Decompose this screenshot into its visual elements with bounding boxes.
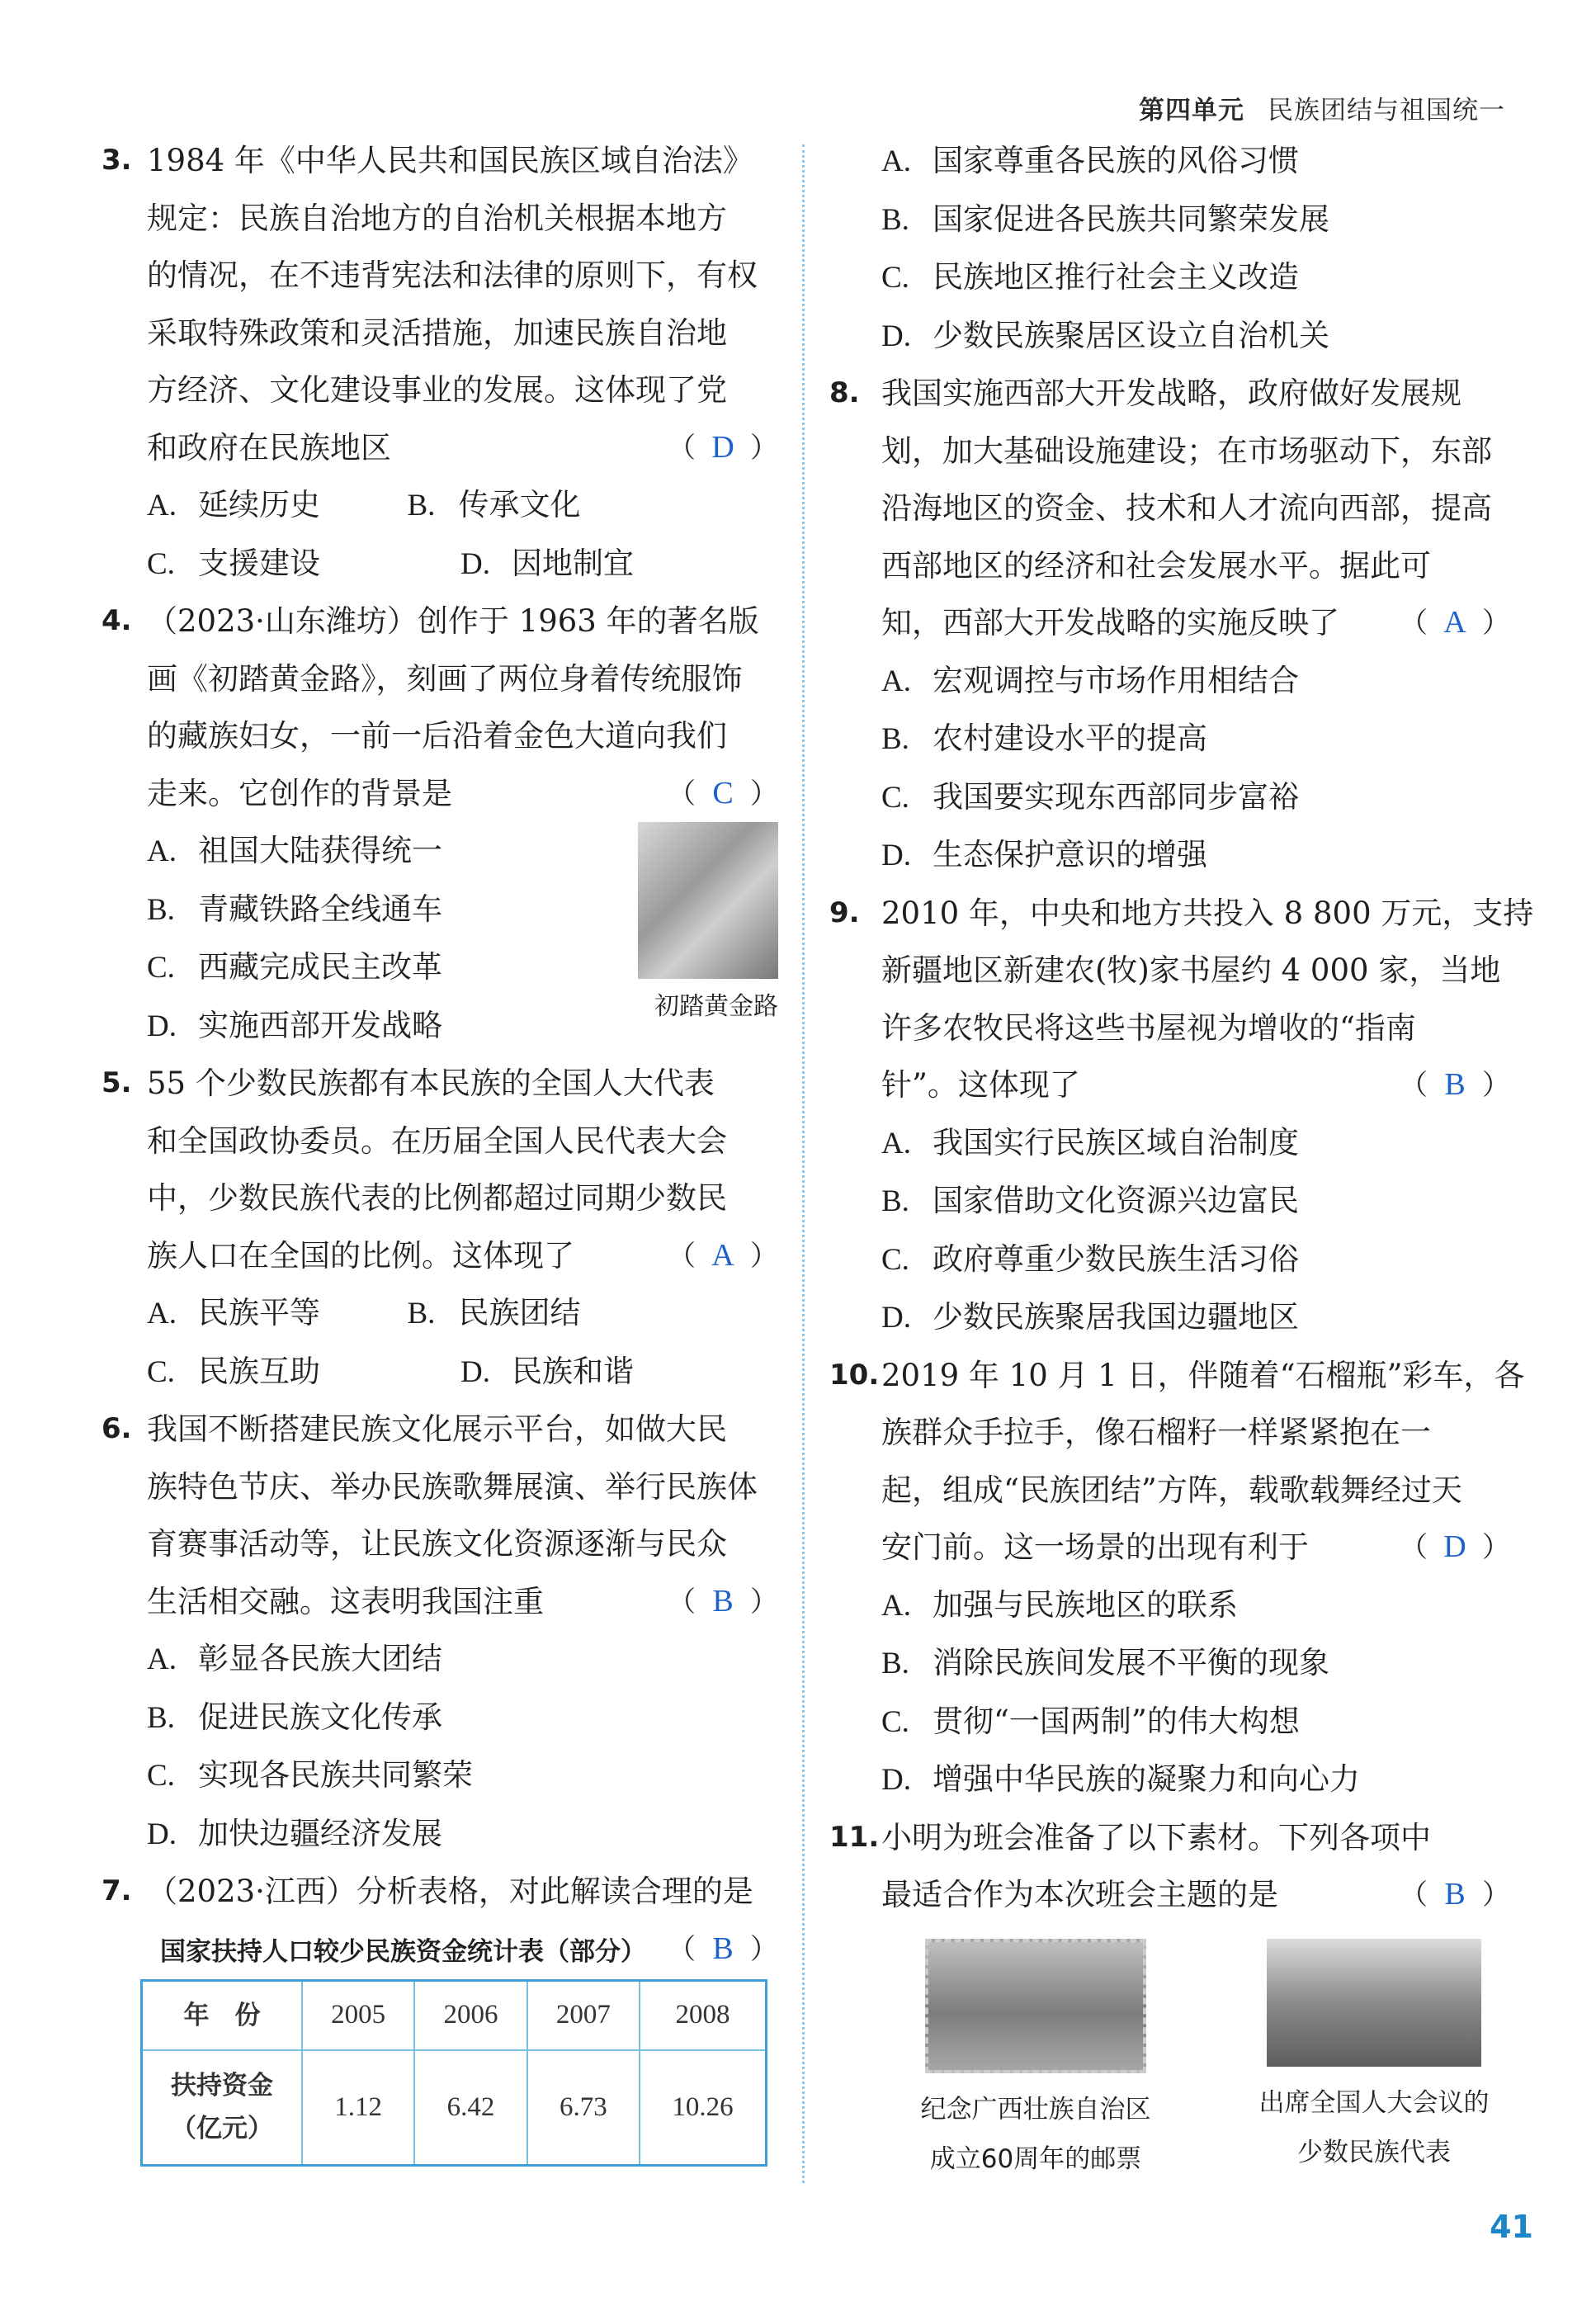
table-cell: 2005 (302, 1980, 414, 2050)
option (147, 1284, 408, 1343)
option (833, 768, 1510, 827)
question-line: （2023·山东潍坊）创作于 1963 年的著名版 (147, 603, 759, 639)
option (106, 1689, 778, 1747)
left-column (102, 132, 778, 2167)
question-line (833, 594, 1510, 652)
question-line: 许多农牧民将这些书屋视为增收的“指南 (881, 1009, 1416, 1046)
unit-title: 民族团结与祖国统一 (1268, 96, 1505, 125)
option (833, 1576, 1510, 1635)
option-letter: D. (147, 1009, 177, 1043)
question-line (106, 1227, 778, 1285)
option-letter: B. (147, 892, 175, 927)
question-line: 西部地区的经济和社会发展水平。据此可 (881, 547, 1431, 584)
option-text: 少数民族聚居区设立自治机关 (933, 317, 1329, 353)
option-text: 消除民族间发展不平衡的现象 (933, 1645, 1329, 1680)
question-5 (102, 1055, 778, 1401)
answer-letter: D (1443, 1529, 1466, 1564)
option (460, 535, 774, 593)
option (147, 476, 408, 535)
question-line: 的情况，在不违背宪法和法律的原则下，有权 (147, 258, 758, 293)
option (833, 1172, 1510, 1231)
option-letter: C. (147, 1354, 175, 1389)
table-header-year: 年 份 (142, 1980, 303, 2050)
question-line-text: 生活相交融。这表明我国注重 (147, 1583, 544, 1619)
delegates-photo-image (1267, 1939, 1481, 2067)
option-letter: C. (147, 546, 175, 581)
option-letter: C. (881, 261, 909, 295)
question-number: 5. (102, 1066, 132, 1099)
option-text: 少数民族聚居我国边疆地区 (933, 1299, 1299, 1335)
question-line-text: 走来。它创作的背景是 (147, 775, 452, 811)
question-number: 9. (829, 896, 860, 929)
option (833, 1114, 1510, 1173)
option-text: 我国实行民族区域自治制度 (933, 1124, 1299, 1160)
option (833, 307, 1510, 366)
question-line-text: 最适合作为本次班会主题的是 (881, 1877, 1278, 1912)
question-line: 和全国政协委员。在历届全国人民代表大会 (147, 1122, 727, 1159)
option-letter: D. (881, 319, 911, 353)
option-text: 促进民族文化传承 (198, 1699, 442, 1735)
caption-line: 少数民族代表 (1297, 2137, 1451, 2167)
option-text: 支援建设 (198, 545, 320, 581)
material-images (833, 1939, 1510, 2184)
question-number: 8. (829, 376, 860, 409)
option-letter: D. (881, 1763, 911, 1797)
option (408, 1284, 668, 1343)
option-letter: B. (881, 722, 909, 756)
options-with-figure (106, 822, 778, 1055)
option (147, 1343, 460, 1401)
option (106, 1630, 778, 1689)
option (833, 191, 1510, 249)
question-line: 方经济、文化建设事业的发展。这体现了党 (147, 372, 727, 408)
option-letter: A. (881, 664, 911, 698)
option (833, 710, 1510, 768)
answer-bracket: （ B ） (668, 1573, 778, 1632)
table-cell: 10.26 (640, 2050, 766, 2166)
question-line: 采取特殊政策和灵活措施，加速民族自治地 (147, 314, 727, 351)
funding-table (140, 1979, 767, 2167)
question-9 (829, 885, 1534, 1347)
caption-line: 成立60周年的邮票 (929, 2143, 1142, 2174)
options-row (106, 1284, 668, 1343)
question-line-text: 族人口在全国的比例。这体现了 (147, 1237, 574, 1274)
option-letter: D. (460, 1354, 490, 1389)
option (833, 1634, 1510, 1693)
figure-caption: 初踏黄金路 (654, 992, 778, 1021)
option-text: 增强中华民族的凝聚力和向心力 (933, 1761, 1360, 1797)
option-text: 国家尊重各民族的风俗习惯 (933, 143, 1299, 178)
option-letter: A. (147, 1642, 177, 1676)
question-line-text: 针”。这体现了 (881, 1067, 1080, 1103)
option-text: 实施西部开发战略 (198, 1007, 442, 1043)
question-line: 沿海地区的资金、技术和人才流向西部，提高 (881, 490, 1492, 526)
image-item (900, 1939, 1172, 2184)
option-text: 农村建设水平的提高 (933, 721, 1207, 756)
answer-bracket: （ B ） (1400, 1866, 1510, 1925)
table-cell: 6.73 (527, 2050, 640, 2166)
caption-line: 出席全国人大会议的 (1258, 2087, 1490, 2118)
option-text: 宏观调控与市场作用相结合 (933, 662, 1299, 698)
option-text: 我国要实现东西部同步富裕 (933, 778, 1299, 815)
question-6 (102, 1401, 778, 1863)
option-letter: A. (881, 1126, 911, 1160)
option-text: 实现各民族共同繁荣 (198, 1757, 473, 1793)
option-letter: D. (881, 1301, 911, 1335)
option-letter: B. (881, 1184, 909, 1218)
option-letter: A. (147, 834, 177, 868)
option-letter: C. (147, 1759, 175, 1793)
image-caption (900, 2085, 1172, 2184)
page-number: 41 (1490, 2209, 1533, 2245)
question-line: 画《初踏黄金路》，刻画了两位身着传统服饰 (147, 660, 743, 697)
question-3 (102, 132, 778, 593)
option-letter: C. (881, 1704, 909, 1739)
question-line: 小明为班会准备了以下素材。下列各项中 (881, 1819, 1431, 1855)
answer-letter: B (1444, 1067, 1466, 1102)
table-cell: 2008 (640, 1980, 766, 2050)
answer-letter: D (711, 429, 734, 465)
question-7 (102, 1863, 778, 2167)
answer-bracket: （ A ） (668, 1227, 778, 1286)
option-letter: B. (407, 1297, 436, 1330)
stamp-image (925, 1939, 1146, 2073)
unit-label: 第四单元 (1139, 96, 1244, 125)
option-text: 加快边疆经济发展 (198, 1815, 442, 1851)
question-4 (102, 593, 778, 1055)
question-line (106, 419, 778, 477)
option-text: 延续历史 (198, 487, 320, 522)
question-line: 55 个少数民族都有本民族的全国人大代表 (147, 1066, 715, 1101)
option (833, 248, 1510, 307)
option (833, 1231, 1510, 1289)
option-letter: D. (460, 546, 490, 581)
question-line (833, 1519, 1510, 1576)
question-line: 族群众手拉手，像石榴籽一样紧紧抱在一 (881, 1415, 1431, 1450)
option (106, 1746, 778, 1805)
option (147, 535, 460, 593)
option-text: 民族地区推行社会主义改造 (933, 259, 1299, 295)
option (408, 476, 668, 535)
option-letter: C. (147, 951, 175, 985)
question-line: 育赛事活动等，让民族文化资源逐渐与民众 (147, 1526, 727, 1562)
question-number: 7. (102, 1874, 132, 1907)
question-8 (829, 365, 1510, 885)
question-line: 的藏族妇女，一前一后沿着金色大道向我们 (147, 718, 727, 754)
option (460, 1343, 774, 1401)
option-letter: B. (147, 1700, 175, 1735)
woodcut-print-image (638, 822, 778, 979)
option-letter: A. (147, 489, 177, 522)
question-line (106, 765, 778, 823)
question-line: 2019 年 10 月 1 日，伴随着“石榴瓶”彩车，各 (881, 1357, 1525, 1393)
answer-bracket: （ D ） (668, 419, 778, 478)
column-divider (802, 144, 805, 2183)
option-letter: D. (147, 1817, 177, 1851)
option-text: 国家借助文化资源兴边富民 (933, 1183, 1299, 1218)
option-text: 政府尊重少数民族生活习俗 (933, 1241, 1299, 1277)
option (833, 652, 1510, 711)
answer-letter: B (712, 1583, 734, 1619)
answer-letter: B (712, 1931, 734, 1966)
option-text: 彰显各民族大团结 (198, 1641, 442, 1676)
question-line: 划，加大基础设施建设；在市场驱动下，东部 (881, 432, 1492, 469)
answer-letter: A (1443, 605, 1466, 640)
question-line: 我国实施西部大开发战略，政府做好发展规 (881, 376, 1461, 411)
question-number: 6. (102, 1412, 132, 1445)
option (833, 826, 1510, 885)
table-row (142, 2050, 767, 2166)
image-caption (1238, 2078, 1510, 2177)
table-cell: 1.12 (302, 2050, 414, 2166)
table-cell: 2007 (527, 1980, 640, 2050)
question-line: 1984 年《中华人民共和国民族区域自治法》 (147, 143, 753, 178)
option-letter: B. (881, 1647, 909, 1680)
option-text: 生态保护意识的增强 (933, 837, 1207, 872)
option-text: 祖国大陆获得统一 (198, 833, 442, 868)
option-text: 民族团结 (458, 1295, 581, 1330)
question-line: （2023·江西）分析表格，对此解读合理的是 (147, 1874, 753, 1909)
question-number: 11. (829, 1820, 880, 1854)
question-11 (829, 1809, 1510, 2184)
option-letter: C. (881, 1242, 909, 1277)
option-letter: B. (881, 202, 909, 237)
question-line-text: 知，西部大开发战略的实施反映了 (881, 605, 1339, 640)
table-title: 国家扶持人口较少民族资金统计表（部分） (160, 1936, 646, 1967)
option-text: 民族互助 (198, 1353, 320, 1389)
option-letter: A. (147, 1297, 177, 1330)
option-letter: D. (881, 839, 911, 872)
question-number: 4. (102, 604, 132, 637)
question-number: 10. (829, 1358, 880, 1392)
option-letter: C. (881, 780, 909, 815)
answer-letter: B (1444, 1877, 1466, 1912)
option-text: 青藏铁路全线通车 (198, 891, 442, 927)
question-line: 中，少数民族代表的比例都超过同期少数民 (147, 1180, 727, 1216)
page-header (1139, 89, 1505, 126)
option (106, 1805, 778, 1864)
question-line: 族特色节庆、举办民族歌舞展演、举行民族体 (147, 1468, 758, 1505)
options-row (106, 535, 778, 593)
answer-bracket: （ B ） (668, 1921, 778, 1979)
option-text: 因地制宜 (512, 545, 634, 581)
option-text: 贯彻“一国两制”的伟大构想 (933, 1703, 1300, 1739)
answer-letter: A (711, 1237, 734, 1273)
question-7-options (833, 132, 1510, 365)
table-cell: 2006 (414, 1980, 526, 2050)
question-line (833, 1866, 1510, 1924)
question-10 (829, 1347, 1525, 1809)
table-cell: 6.42 (414, 2050, 526, 2166)
option-text: 加强与民族地区的联系 (933, 1586, 1238, 1623)
option-text: 西藏完成民主改革 (198, 949, 442, 985)
answer-bracket: （ B ） (1400, 1056, 1510, 1115)
question-line: 我国不断搭建民族文化展示平台，如做大民 (147, 1411, 727, 1447)
table-header-funding (142, 2050, 303, 2166)
options-row (106, 476, 668, 535)
options-row (106, 1343, 778, 1401)
question-number: 3. (102, 144, 132, 177)
option-text: 传承文化 (458, 487, 581, 522)
option (833, 1288, 1510, 1347)
header-line: 扶持资金 (171, 2071, 273, 2101)
question-line: 起，组成“民族团结”方阵，载歌载舞经过天 (881, 1472, 1462, 1508)
option-letter: B. (407, 489, 436, 522)
answer-bracket: （ C ） (668, 765, 778, 824)
answer-letter: C (712, 775, 734, 811)
question-line: 规定：民族自治地方的自治机关根据本地方 (147, 200, 727, 236)
question-line (106, 1573, 778, 1631)
option-text: 民族和谐 (512, 1353, 634, 1389)
option-text: 民族平等 (198, 1295, 320, 1330)
option-text: 国家促进各民族共同繁荣发展 (933, 201, 1329, 237)
header-line: （亿元） (171, 2114, 273, 2143)
answer-bracket: （ A ） (1400, 594, 1510, 653)
question-line-text: 和政府在民族地区 (147, 429, 391, 466)
question-line: 2010 年，中央和地方共投入 8 800 万元，支持 (881, 895, 1534, 931)
caption-line: 纪念广西壮族自治区 (920, 2094, 1151, 2124)
table-row (142, 1980, 767, 2050)
option-letter: A. (881, 144, 911, 178)
option (833, 132, 1510, 191)
image-item (1238, 1939, 1510, 2184)
question-line: 新疆地区新建农(牧)家书屋约 4 000 家，当地 (881, 952, 1501, 988)
option (833, 1751, 1510, 1809)
right-column (829, 132, 1534, 2184)
answer-bracket: （ D ） (1400, 1519, 1510, 1577)
question-line-text: 安门前。这一场景的出现有利于 (881, 1529, 1309, 1565)
option-letter: A. (881, 1588, 911, 1623)
option (833, 1693, 1510, 1751)
question-line (833, 1056, 1510, 1114)
